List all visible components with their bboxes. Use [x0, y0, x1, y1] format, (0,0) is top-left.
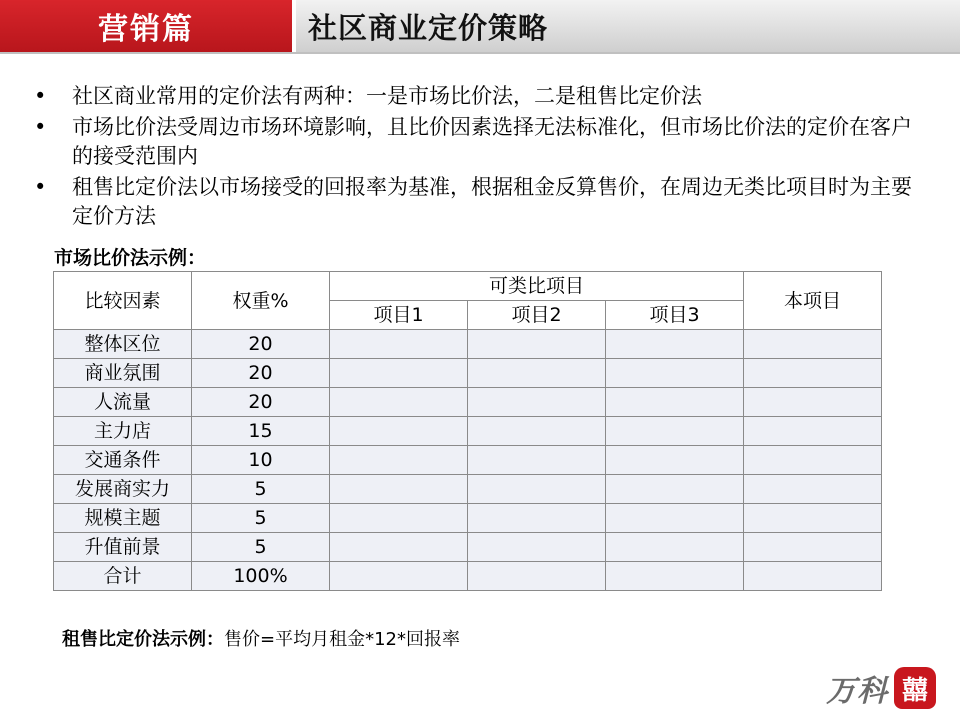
table-row: [54, 504, 882, 533]
table-row: [54, 446, 882, 475]
value-cell: [468, 475, 606, 504]
weight-cell: 5: [192, 504, 330, 533]
bullet-list: [30, 82, 930, 233]
header-project-1: 项目1: [330, 301, 468, 330]
value-cell: [744, 504, 882, 533]
value-cell: [330, 330, 468, 359]
weight-cell: 15: [192, 417, 330, 446]
value-cell: [330, 504, 468, 533]
value-cell: [468, 388, 606, 417]
value-cell: [606, 504, 744, 533]
bullet-item: [30, 173, 930, 231]
value-cell: [468, 446, 606, 475]
value-cell: [330, 533, 468, 562]
factor-cell: 人流量: [54, 388, 192, 417]
factor-cell: 升值前景: [54, 533, 192, 562]
table-row: [54, 388, 882, 417]
header-this-project: 本项目: [744, 272, 882, 330]
value-cell: [606, 388, 744, 417]
value-cell: [744, 562, 882, 591]
factor-cell: 整体区位: [54, 330, 192, 359]
table-row: [54, 330, 882, 359]
value-cell: [606, 446, 744, 475]
weight-cell: 5: [192, 533, 330, 562]
header-project-2: 项目2: [468, 301, 606, 330]
value-cell: [330, 417, 468, 446]
value-cell: [468, 562, 606, 591]
bullet-dot-icon: •: [34, 175, 47, 199]
header-divider: [0, 52, 960, 54]
header-project-3: 项目3: [606, 301, 744, 330]
value-cell: [468, 417, 606, 446]
table-row: [54, 417, 882, 446]
value-cell: [606, 359, 744, 388]
header-weight: 权重%: [192, 272, 330, 330]
value-cell: [606, 533, 744, 562]
page-title: 社区商业定价策略: [296, 0, 960, 52]
formula-text: 售价=平均月租金*12*回报率: [224, 629, 460, 650]
factor-cell: 商业氛围: [54, 359, 192, 388]
table-row: [54, 359, 882, 388]
factor-cell: 主力店: [54, 417, 192, 446]
value-cell: [744, 417, 882, 446]
value-cell: [606, 417, 744, 446]
value-cell: [330, 446, 468, 475]
factor-cell: 交通条件: [54, 446, 192, 475]
value-cell: [606, 330, 744, 359]
value-cell: [606, 475, 744, 504]
value-cell: [330, 562, 468, 591]
value-cell: [468, 359, 606, 388]
weight-cell: 20: [192, 388, 330, 417]
weight-cell: 10: [192, 446, 330, 475]
comparison-table: [53, 271, 882, 591]
table-row: [54, 533, 882, 562]
bullet-text: 社区商业常用的定价法有两种：一是市场比价法，二是租售比定价法: [72, 84, 702, 108]
bullet-text: 租售比定价法以市场接受的回报率为基准，根据租金反算售价，在周边无类比项目时为主要定价方法: [72, 175, 912, 228]
bullet-item: [30, 113, 930, 171]
header-comparable: 可类比项目: [330, 272, 744, 301]
value-cell: [744, 446, 882, 475]
value-cell: [330, 388, 468, 417]
weight-cell: 5: [192, 475, 330, 504]
table-title: 市场比价法示例：: [54, 247, 207, 269]
factor-cell: 规模主题: [54, 504, 192, 533]
header-factor: 比较因素: [54, 272, 192, 330]
value-cell: [468, 504, 606, 533]
seal-icon: 囍: [894, 667, 936, 709]
logo-text: 万科: [826, 674, 888, 709]
value-cell: [468, 533, 606, 562]
weight-cell: 20: [192, 330, 330, 359]
value-cell: [744, 330, 882, 359]
section-label: 营销篇: [0, 0, 292, 52]
value-cell: [744, 475, 882, 504]
formula-line: [62, 625, 460, 651]
bullet-text: 市场比价法受周边市场环境影响，且比价因素选择无法标准化，但市场比价法的定价在客户的接受范围内: [72, 115, 912, 168]
value-cell: [330, 475, 468, 504]
bullet-item: [30, 82, 930, 111]
weight-cell: 20: [192, 359, 330, 388]
value-cell: [606, 562, 744, 591]
value-cell: [330, 359, 468, 388]
value-cell: [744, 359, 882, 388]
factor-cell: 合计: [54, 562, 192, 591]
weight-cell: 100%: [192, 562, 330, 591]
formula-label: 租售比定价法示例：: [62, 629, 224, 650]
vanke-logo: [826, 666, 936, 710]
value-cell: [744, 388, 882, 417]
factor-cell: 发展商实力: [54, 475, 192, 504]
bullet-dot-icon: •: [34, 84, 47, 108]
table-row: [54, 475, 882, 504]
bullet-dot-icon: •: [34, 115, 47, 139]
value-cell: [468, 330, 606, 359]
table-row-total: [54, 562, 882, 591]
value-cell: [744, 533, 882, 562]
